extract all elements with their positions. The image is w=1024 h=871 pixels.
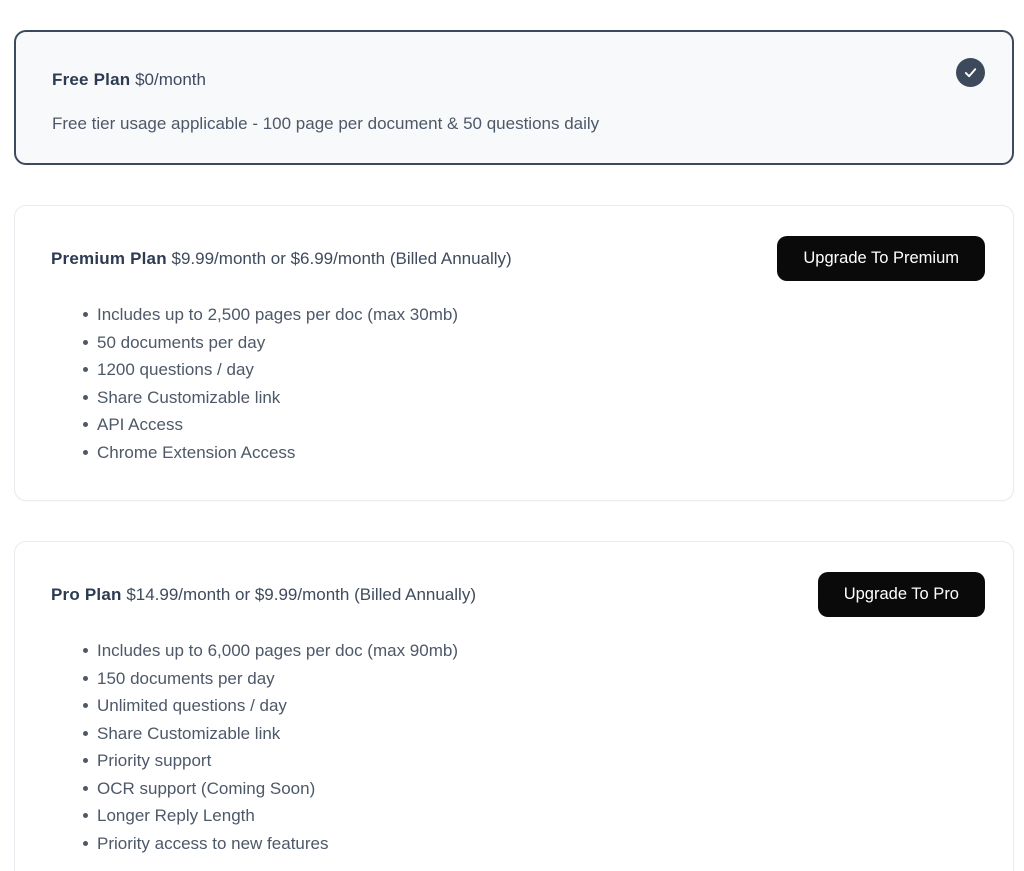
premium-plan-feature-list	[51, 301, 985, 466]
premium-feature-item: 50 documents per day	[97, 329, 985, 357]
pro-plan-feature-list	[51, 637, 985, 857]
pro-feature-item: 150 documents per day	[97, 665, 985, 693]
premium-plan-title-line	[51, 236, 512, 272]
premium-feature-item: Share Customizable link	[97, 384, 985, 412]
free-plan-name: Free Plan	[52, 70, 131, 89]
premium-feature-item: 1200 questions / day	[97, 356, 985, 384]
selected-check-icon	[956, 58, 985, 87]
premium-plan-card	[14, 205, 1014, 501]
pro-feature-item: Priority support	[97, 747, 985, 775]
pro-feature-item: Includes up to 6,000 pages per doc (max 90mb)	[97, 637, 985, 665]
pro-feature-item: Longer Reply Length	[97, 802, 985, 830]
pro-plan-name: Pro Plan	[51, 585, 122, 604]
premium-feature-item: API Access	[97, 411, 985, 439]
premium-plan-name: Premium Plan	[51, 249, 167, 268]
free-plan-card[interactable]	[14, 30, 1014, 165]
pro-plan-card	[14, 541, 1014, 871]
free-plan-description: Free tier usage applicable - 100 page per document & 50 questions daily	[52, 114, 600, 133]
premium-plan-price: $9.99/month or $6.99/month (Billed Annually)	[171, 249, 512, 268]
upgrade-to-premium-button[interactable]: Upgrade To Premium	[777, 236, 985, 281]
upgrade-to-pro-button[interactable]: Upgrade To Pro	[818, 572, 985, 617]
premium-feature-item: Includes up to 2,500 pages per doc (max 30mb)	[97, 301, 985, 329]
pro-feature-item: OCR support (Coming Soon)	[97, 775, 985, 803]
pro-feature-item: Share Customizable link	[97, 720, 985, 748]
pro-feature-item: Priority access to new features	[97, 830, 985, 858]
free-plan-price: $0/month	[135, 70, 206, 89]
pro-plan-title-line	[51, 572, 476, 608]
premium-feature-item: Chrome Extension Access	[97, 439, 985, 467]
pro-feature-item: Unlimited questions / day	[97, 692, 985, 720]
free-plan-title-line	[52, 59, 206, 93]
pro-plan-price: $14.99/month or $9.99/month (Billed Annually)	[126, 585, 476, 604]
